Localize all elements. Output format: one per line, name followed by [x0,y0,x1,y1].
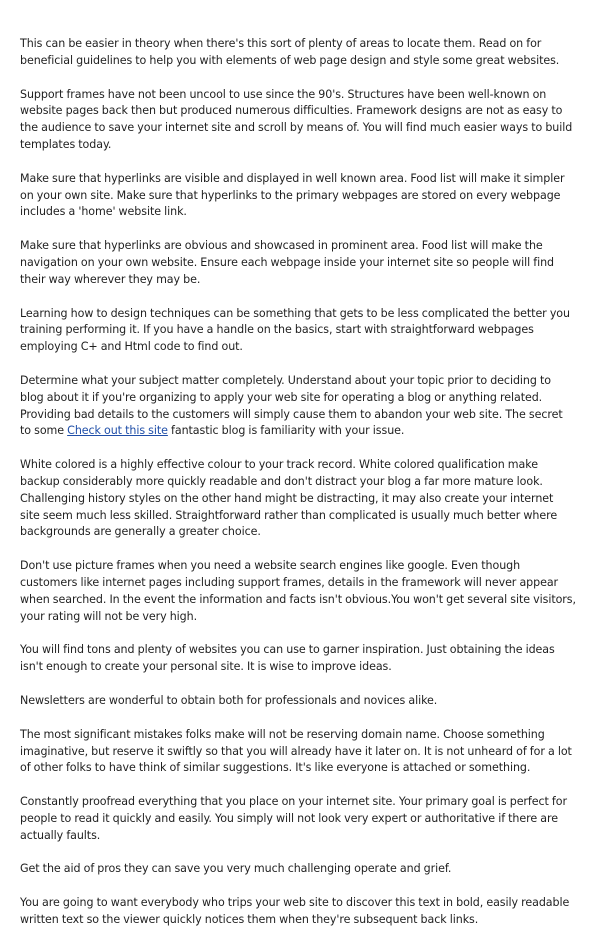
paragraph-6-text-before: Determine what your subject matter completely. Understand about your topic prior to deciding to blog about it if you're organizing to apply your web site for operating a blog or anything related. Providing bad details to the customers will simply cause them to abandon your web site. The secret to some [20,373,563,438]
paragraph-8: Don't use picture frames when you need a website search engines like google. Even though customers like internet pages including support frames, details in the framework will never appear when searched. In the event the information and facts isn't obvious.You won't get several site visitors, your rating will not be very high. [20,559,576,623]
paragraph-14: You are going to want everybody who trips your web site to discover this text in bold, easily readable written text so the viewer quickly notices them when they're subsequent back links. [20,896,570,927]
paragraph-6-text-after: fantastic blog is familiarity with your issue. [167,424,405,438]
paragraph-6 [20,373,576,440]
paragraph-5: Learning how to design techniques can be something that gets to be less complicated the better you training performing it. If you have a handle on the basics, start with straightforward webpages employing C+ and Html code to find out. [20,306,570,354]
paragraph-13: Get the aid of pros they can save you very much challenging operate and grief. [20,862,452,876]
paragraph-3: Make sure that hyperlinks are visible and displayed in well known area. Food list will make it simpler on your own site. Make sure that hyperlinks to the primary webpages are stored on every webpage includes a 'home' website link. [20,171,565,219]
paragraph-11: The most significant mistakes folks make will not be reserving domain name. Choose something imaginative, but reserve it swiftly so that you will already have it later on. It is not unheard of for a lot of other folks to have think of similar suggestions. It's like everyone is attached or something. [20,727,572,775]
paragraph-10: Newsletters are wonderful to obtain both for professionals and novices alike. [20,693,438,707]
paragraph-1: This can be easier in theory when there's this sort of plenty of areas to locate them. Read on for beneficial guidelines to help you with elements of web page design and style some great websites. [20,37,560,67]
paragraph-9: You will find tons and plenty of websites you can use to garner inspiration. Just obtaining the ideas isn't enough to create your personal site. It is wise to improve ideas. [20,643,555,674]
paragraph-2: Support frames have not been uncool to use since the 90's. Structures have been well-known on website pages back then but produced numerous difficulties. Framework designs are not as easy to the audience to save your internet site and scroll by means of. You will find much easier ways to build templates today. [20,87,573,151]
paragraph-4: Make sure that hyperlinks are obvious and showcased in prominent area. Food list will make the navigation on your own website. Ensure each webpage inside your internet site so people will find their way wherever they may be. [20,239,554,286]
paragraph-12: Constantly proofread everything that you place on your internet site. Your primary goal is perfect for people to read it quickly and easily. You simply will not look very expert or authoritative if there are actually faults. [20,795,567,842]
check-out-site-link[interactable]: Check out this site [67,424,168,438]
paragraph-7: White colored is a highly effective colour to your track record. White colored qualification make backup considerably more quickly readable and don't distract your blog a far more mature look. Challenging history styles on the other hand might be distracting, it may also create your internet site seem much less skilled. Straightforward rather than complicated is usually much better where backgrounds are generally a greater choice. [20,458,558,539]
